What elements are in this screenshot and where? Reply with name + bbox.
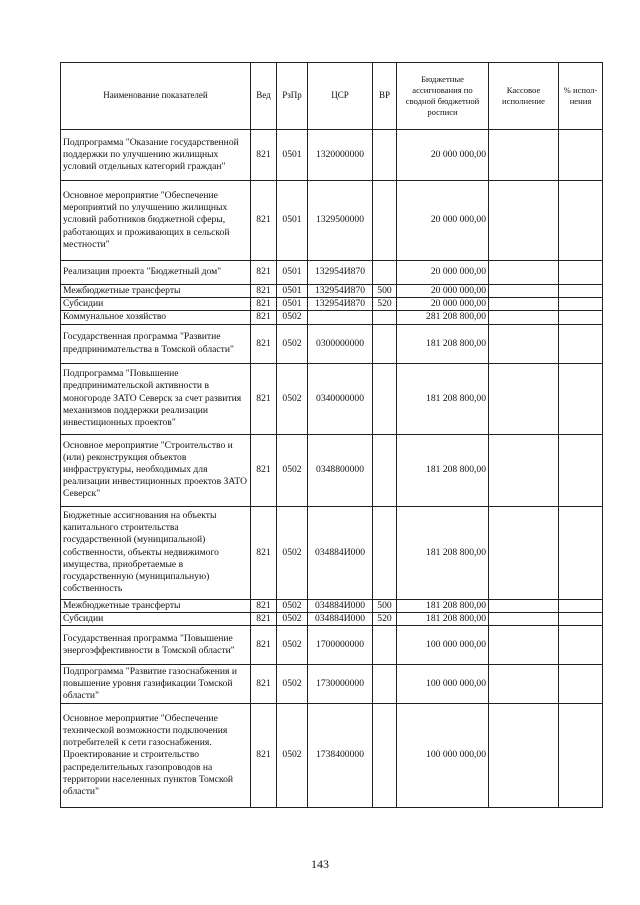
cell-ved: 821 [251,311,277,324]
cell-vr [373,434,397,506]
table-body [61,130,603,808]
cell-ved: 821 [251,434,277,506]
header-name: Наименование показателей [61,63,251,130]
cell-rzpr: 0501 [277,298,308,311]
cell-cash [489,665,559,704]
header-ved: Вед [251,63,277,130]
cell-name: Межбюджетные трансферты [61,599,251,612]
cell-csr [308,311,373,324]
cell-percent [559,612,603,625]
cell-csr: 0300000000 [308,324,373,363]
cell-vr [373,363,397,434]
table-row [61,612,603,625]
table-row [61,506,603,599]
cell-name: Коммунальное хозяйство [61,311,251,324]
table-row [61,181,603,261]
cell-budget: 181 208 800,00 [397,363,489,434]
cell-vr: 500 [373,599,397,612]
cell-rzpr: 0501 [277,261,308,285]
cell-name: Подпрограмма "Развитие газоснабжения и повышение уровня газификации Томской области" [61,665,251,704]
cell-cash [489,130,559,181]
cell-cash [489,181,559,261]
cell-csr: 1700000000 [308,626,373,665]
cell-percent [559,506,603,599]
cell-ved: 821 [251,704,277,808]
table-row [61,311,603,324]
cell-name: Государственная программа "Развитие предпринимательства в Томской области" [61,324,251,363]
cell-csr: 034884И000 [308,612,373,625]
cell-cash [489,298,559,311]
cell-cash [489,285,559,298]
cell-csr: 132954И870 [308,285,373,298]
cell-cash [489,506,559,599]
cell-percent [559,261,603,285]
table-row [61,130,603,181]
cell-ved: 821 [251,506,277,599]
table-row [61,626,603,665]
cell-rzpr: 0501 [277,181,308,261]
cell-csr: 034884И000 [308,506,373,599]
cell-csr: 132954И870 [308,298,373,311]
cell-percent [559,298,603,311]
cell-percent [559,665,603,704]
cell-name: Основное мероприятие "Обеспечение технической возможности подключения потребителей к сети газоснабжения. Проектирование и строительство распределительных газопроводов на территории населенных пунктов Томской области" [61,704,251,808]
cell-vr: 520 [373,298,397,311]
cell-percent [559,285,603,298]
cell-name: Реализация проекта "Бюджетный дом" [61,261,251,285]
cell-percent [559,181,603,261]
cell-csr: 0348800000 [308,434,373,506]
cell-cash [489,324,559,363]
cell-vr [373,324,397,363]
cell-vr [373,311,397,324]
cell-csr: 1738400000 [308,704,373,808]
cell-vr [373,665,397,704]
cell-vr [373,130,397,181]
table-row [61,599,603,612]
cell-budget: 181 208 800,00 [397,506,489,599]
cell-ved: 821 [251,130,277,181]
cell-rzpr: 0502 [277,434,308,506]
cell-rzpr: 0502 [277,665,308,704]
cell-csr: 0340000000 [308,363,373,434]
table-row [61,434,603,506]
cell-name: Субсидии [61,612,251,625]
cell-ved: 821 [251,599,277,612]
header-vr: ВР [373,63,397,130]
table-row [61,298,603,311]
cell-cash [489,311,559,324]
cell-cash [489,599,559,612]
cell-budget: 181 208 800,00 [397,434,489,506]
cell-ved: 821 [251,285,277,298]
cell-percent [559,311,603,324]
cell-ved: 821 [251,612,277,625]
cell-name: Подпрограмма "Повышение предпринимательской активности в моногороде ЗАТО Северск за счет развития механизмов поддержки реализации инвестиционных проектов" [61,363,251,434]
cell-rzpr: 0502 [277,599,308,612]
cell-budget: 20 000 000,00 [397,298,489,311]
cell-rzpr: 0502 [277,363,308,434]
header-budget: Бюджетные ассигнования по сводной бюджетной росписи [397,63,489,130]
cell-vr [373,704,397,808]
cell-rzpr: 0502 [277,704,308,808]
cell-budget: 281 208 800,00 [397,311,489,324]
cell-cash [489,704,559,808]
cell-percent [559,704,603,808]
page-number: 143 [311,857,329,871]
cell-budget: 20 000 000,00 [397,130,489,181]
cell-rzpr: 0502 [277,626,308,665]
cell-budget: 181 208 800,00 [397,324,489,363]
header-rzpr: РзПр [277,63,308,130]
table-row [61,285,603,298]
cell-vr [373,181,397,261]
cell-rzpr: 0501 [277,285,308,298]
cell-budget: 181 208 800,00 [397,599,489,612]
cell-csr: 1329500000 [308,181,373,261]
cell-name: Подпрограмма "Оказание государственной поддержки по улучшению жилищных условий отдельных категорий граждан" [61,130,251,181]
cell-percent [559,599,603,612]
header-percent: % испол-нения [559,63,603,130]
cell-percent [559,363,603,434]
cell-cash [489,434,559,506]
cell-percent [559,626,603,665]
table-row [61,363,603,434]
cell-ved: 821 [251,665,277,704]
cell-cash [489,626,559,665]
cell-name: Межбюджетные трансферты [61,285,251,298]
cell-percent [559,434,603,506]
header-csr: ЦСР [308,63,373,130]
cell-cash [489,363,559,434]
cell-cash [489,612,559,625]
cell-vr [373,261,397,285]
cell-csr: 132954И870 [308,261,373,285]
cell-rzpr: 0502 [277,311,308,324]
cell-csr: 1730000000 [308,665,373,704]
cell-ved: 821 [251,626,277,665]
cell-name: Основное мероприятие "Строительство и (или) реконструкция объектов инфраструктуры, необходимых для реализации инвестиционных проектов ЗАТО Северск" [61,434,251,506]
cell-cash [489,261,559,285]
cell-vr: 500 [373,285,397,298]
cell-budget: 20 000 000,00 [397,285,489,298]
cell-vr [373,506,397,599]
cell-rzpr: 0502 [277,324,308,363]
table-row [61,665,603,704]
cell-percent [559,130,603,181]
budget-table [60,62,603,808]
cell-budget: 181 208 800,00 [397,612,489,625]
table-row [61,324,603,363]
cell-ved: 821 [251,181,277,261]
cell-rzpr: 0502 [277,506,308,599]
cell-csr: 1320000000 [308,130,373,181]
cell-rzpr: 0502 [277,612,308,625]
table-row [61,261,603,285]
cell-budget: 100 000 000,00 [397,704,489,808]
cell-ved: 821 [251,363,277,434]
cell-budget: 20 000 000,00 [397,261,489,285]
cell-ved: 821 [251,261,277,285]
cell-ved: 821 [251,298,277,311]
header-row [61,63,603,130]
header-cash: Кассовое исполнение [489,63,559,130]
cell-rzpr: 0501 [277,130,308,181]
cell-budget: 100 000 000,00 [397,626,489,665]
table-row [61,704,603,808]
cell-budget: 20 000 000,00 [397,181,489,261]
cell-csr: 034884И000 [308,599,373,612]
cell-name: Субсидии [61,298,251,311]
cell-name: Государственная программа "Повышение энергоэффективности в Томской области" [61,626,251,665]
cell-vr [373,626,397,665]
cell-percent [559,324,603,363]
cell-ved: 821 [251,324,277,363]
cell-budget: 100 000 000,00 [397,665,489,704]
cell-name: Бюджетные ассигнования на объекты капитального строительства государственной (муниципальной) собственности, объекты недвижимого имущества, приобретаемые в государственную (муниципальную) собственность [61,506,251,599]
cell-vr: 520 [373,612,397,625]
cell-name: Основное мероприятие "Обеспечение мероприятий по улучшению жилищных условий работников бюджетной сферы, работающих и проживающих в сельской местности" [61,181,251,261]
